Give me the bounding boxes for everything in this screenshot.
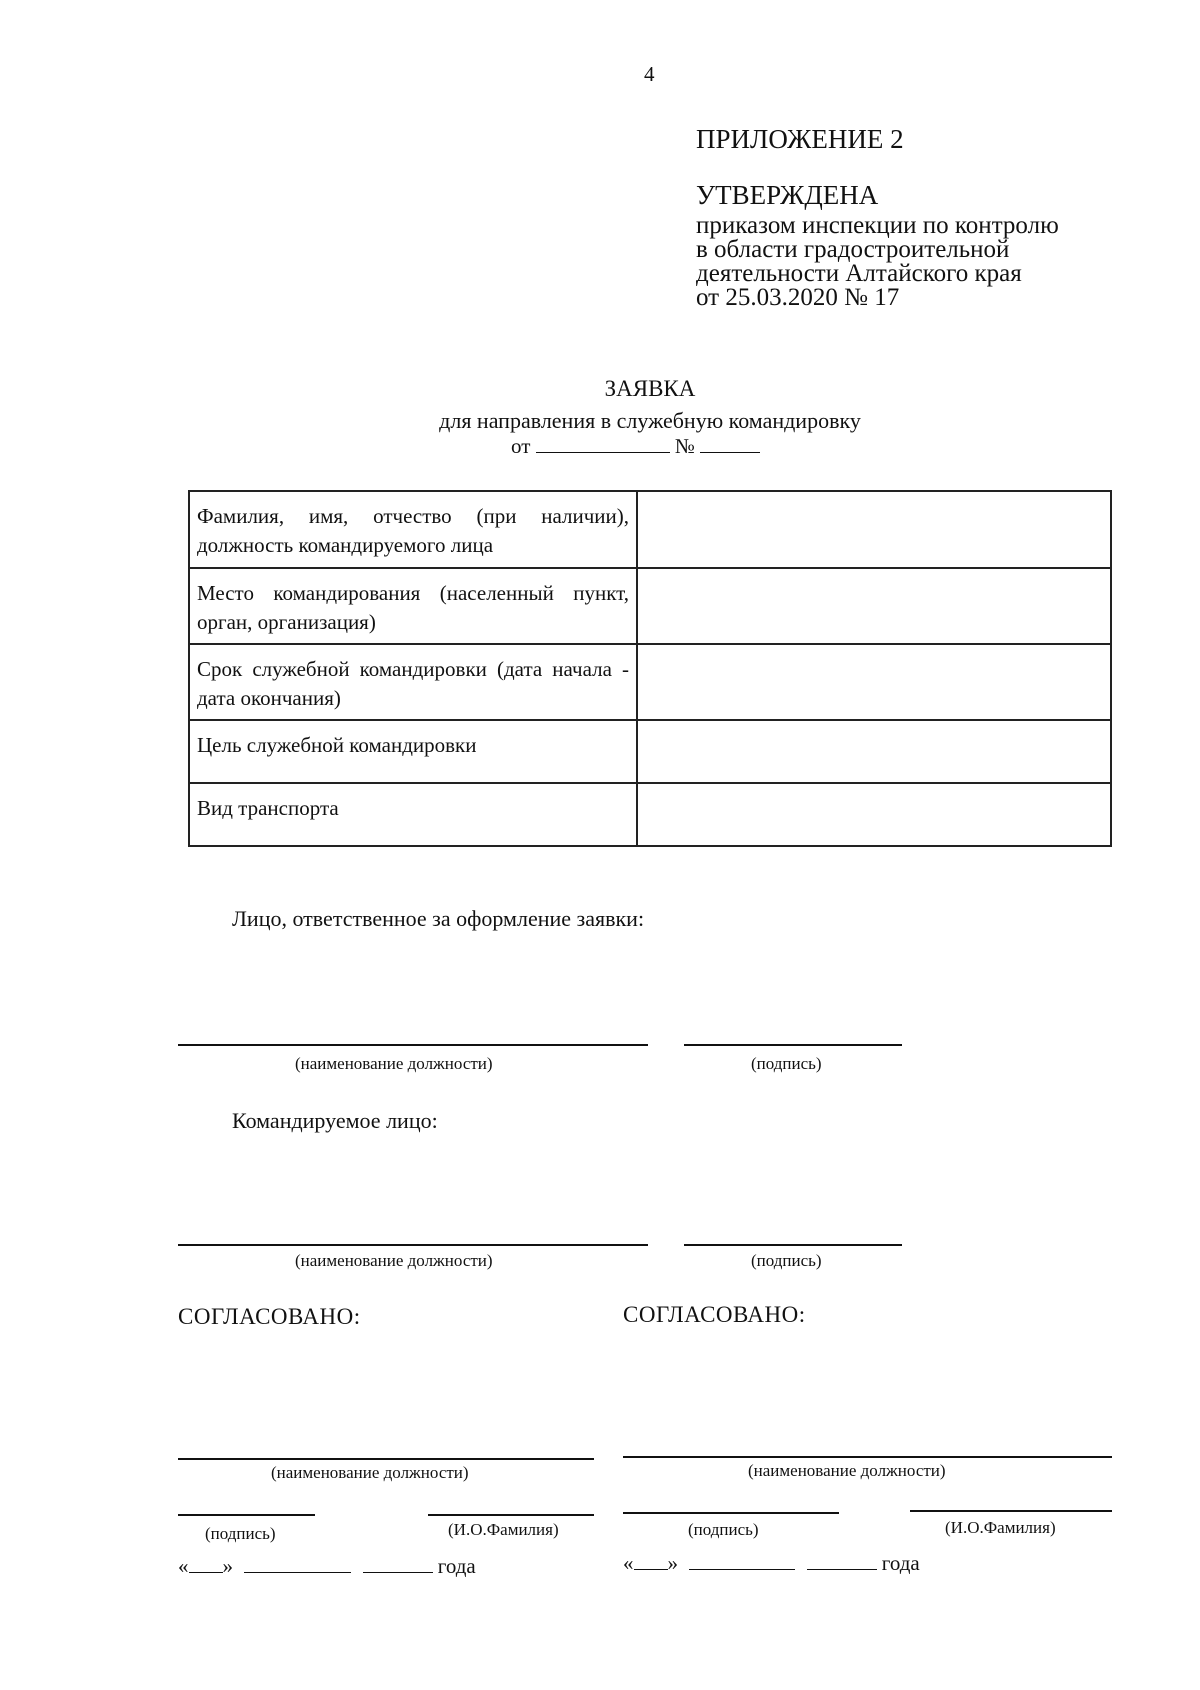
agreed-right-signature-line[interactable] bbox=[623, 1512, 839, 1514]
agreed-heading-right: СОГЛАСОВАНО: bbox=[623, 1302, 806, 1327]
responsible-signature-line[interactable] bbox=[684, 1044, 902, 1046]
year-blank-field[interactable] bbox=[807, 1552, 877, 1570]
approval-line: от 25.03.2020 № 17 bbox=[696, 284, 900, 311]
responsible-position-caption: (наименование должности) bbox=[295, 1054, 493, 1073]
traveler-signature-caption: (подпись) bbox=[751, 1251, 822, 1270]
agreed-heading-left: СОГЛАСОВАНО: bbox=[178, 1304, 361, 1329]
close-quote: » bbox=[667, 1551, 678, 1575]
date-prefix: от bbox=[511, 434, 531, 458]
agreed-left-signature-line[interactable] bbox=[178, 1514, 315, 1516]
table-row bbox=[189, 644, 1111, 720]
row-label: Место командирования (населенный пункт, орган, организация) bbox=[189, 568, 637, 644]
day-blank-field[interactable] bbox=[189, 1555, 223, 1573]
agreed-left-position-line[interactable] bbox=[178, 1458, 594, 1460]
row-label: Цель служебной командировки bbox=[189, 720, 637, 783]
agreed-left-date-line bbox=[178, 1554, 476, 1579]
row-value-field[interactable] bbox=[637, 783, 1111, 846]
agreed-right-signature-caption: (подпись) bbox=[688, 1520, 759, 1539]
approval-line: приказом инспекции по контролю bbox=[696, 212, 1059, 239]
request-table bbox=[188, 490, 1112, 847]
table-row bbox=[189, 568, 1111, 644]
row-label: Фамилия, имя, отчество (при наличии), должность командируемого лица bbox=[189, 491, 637, 568]
row-value-field[interactable] bbox=[637, 720, 1111, 783]
row-label: Вид транспорта bbox=[189, 783, 637, 846]
row-value-field[interactable] bbox=[637, 491, 1111, 568]
responsible-position-line[interactable] bbox=[178, 1044, 648, 1046]
traveler-position-line[interactable] bbox=[178, 1244, 648, 1246]
agreed-right-position-caption: (наименование должности) bbox=[748, 1461, 946, 1480]
agreed-left-name-caption: (И.О.Фамилия) bbox=[448, 1520, 559, 1539]
agreed-right-name-caption: (И.О.Фамилия) bbox=[945, 1518, 1056, 1537]
row-value-field[interactable] bbox=[637, 644, 1111, 720]
page-number: 4 bbox=[644, 62, 655, 86]
traveler-signature-line[interactable] bbox=[684, 1244, 902, 1246]
table-row bbox=[189, 720, 1111, 783]
number-sign: № bbox=[674, 434, 695, 458]
agreed-left-position-caption: (наименование должности) bbox=[271, 1463, 469, 1482]
number-blank-field[interactable] bbox=[700, 435, 760, 453]
appendix-label: ПРИЛОЖЕНИЕ 2 bbox=[696, 124, 904, 154]
approved-label: УТВЕРЖДЕНА bbox=[696, 180, 879, 210]
table-row bbox=[189, 491, 1111, 568]
form-subtitle: для направления в служебную командировку bbox=[439, 408, 861, 433]
row-value-field[interactable] bbox=[637, 568, 1111, 644]
year-word: года bbox=[881, 1551, 920, 1575]
agreed-right-name-line[interactable] bbox=[910, 1510, 1112, 1512]
agreed-right-position-line[interactable] bbox=[623, 1456, 1112, 1458]
row-label: Срок служебной командировки (дата начала - дата окончания) bbox=[189, 644, 637, 720]
approval-line: в области градостроительной bbox=[696, 236, 1010, 263]
month-blank-field[interactable] bbox=[689, 1552, 795, 1570]
table-row bbox=[189, 783, 1111, 846]
open-quote: « bbox=[623, 1551, 634, 1575]
open-quote: « bbox=[178, 1554, 189, 1578]
month-blank-field[interactable] bbox=[244, 1555, 351, 1573]
traveler-position-caption: (наименование должности) bbox=[295, 1251, 493, 1270]
close-quote: » bbox=[222, 1554, 233, 1578]
form-title: ЗАЯВКА bbox=[604, 376, 696, 401]
form-date-number-line bbox=[511, 434, 760, 459]
responsible-heading: Лицо, ответственное за оформление заявки: bbox=[232, 906, 645, 931]
approval-order-text bbox=[696, 214, 1166, 310]
responsible-signature-caption: (подпись) bbox=[751, 1054, 822, 1073]
day-blank-field[interactable] bbox=[634, 1552, 668, 1570]
agreed-left-signature-caption: (подпись) bbox=[205, 1524, 276, 1543]
year-blank-field[interactable] bbox=[363, 1555, 433, 1573]
traveler-heading: Командируемое лицо: bbox=[232, 1108, 438, 1133]
date-blank-field[interactable] bbox=[536, 435, 670, 453]
approval-line: деятельности Алтайского края bbox=[696, 260, 1022, 287]
agreed-right-date-line bbox=[623, 1551, 920, 1576]
agreed-left-name-line[interactable] bbox=[428, 1514, 594, 1516]
year-word: года bbox=[437, 1554, 476, 1578]
